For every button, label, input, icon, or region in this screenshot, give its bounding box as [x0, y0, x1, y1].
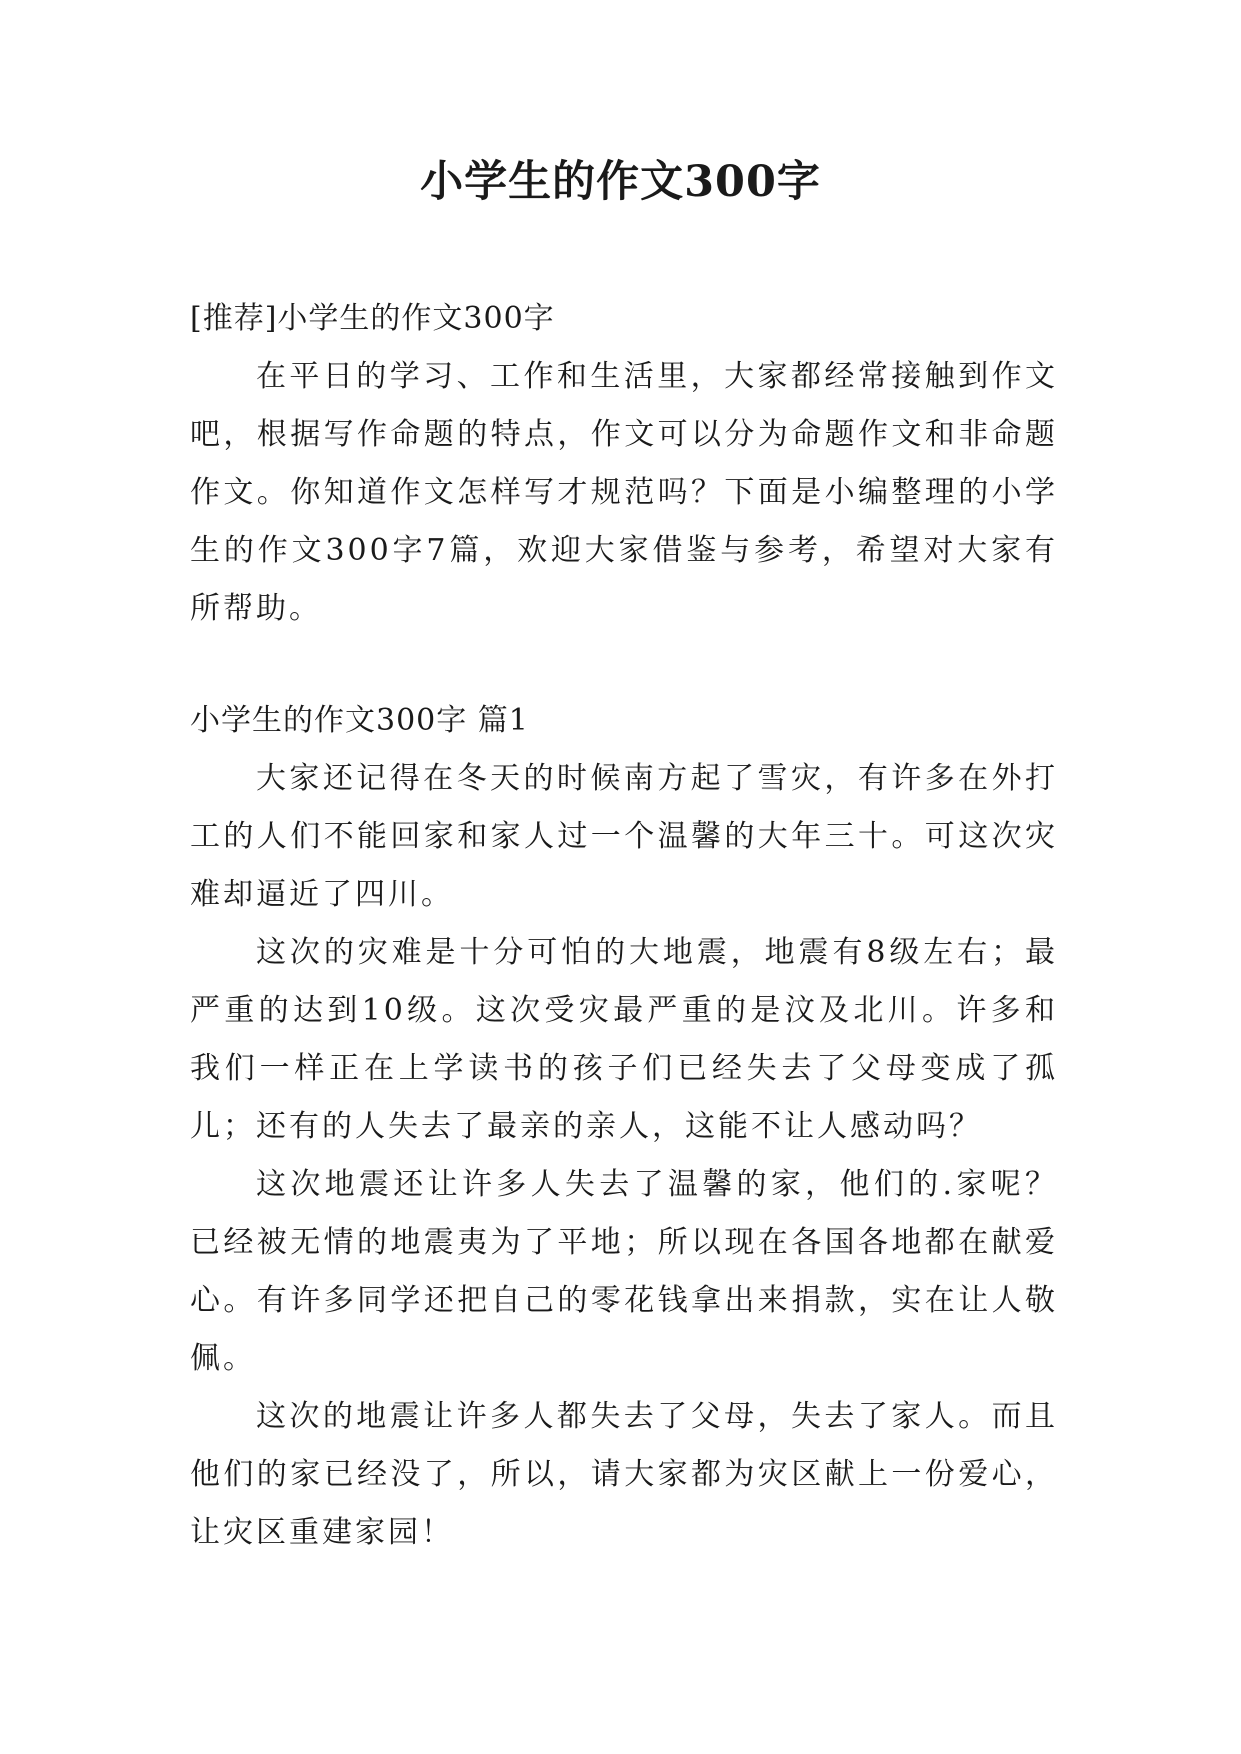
- body-paragraph: 这次地震还让许多人失去了温馨的家，他们的.家呢？已经被无情的地震夷为了平地；所以现在各国各地都在献爱心。有许多同学还把自己的零花钱拿出来捐款，实在让人敬佩。: [190, 1167, 1058, 1376]
- intro-paragraph: 在平日的学习、工作和生活里，大家都经常接触到作文吧，根据写作命题的特点，作文可以分为命题作文和非命题作文。你知道作文怎样写才规范吗？下面是小编整理的小学生的作文300字7篇，欢迎大家借鉴与参考，希望对大家有所帮助。: [190, 359, 1058, 626]
- body-paragraph: 这次的地震让许多人都失去了父母，失去了家人。而且他们的家已经没了，所以，请大家都为灾区献上一份爱心，让灾区重建家园！: [190, 1399, 1058, 1550]
- document-subtitle: [推荐]小学生的作文300字: [190, 301, 555, 336]
- document-body: [190, 290, 1058, 1562]
- body-paragraph: 大家还记得在冬天的时候南方起了雪灾，有许多在外打工的人们不能回家和家人过一个温馨的大年三十。可这次灾难却逼近了四川。: [190, 761, 1058, 912]
- document-title: 小学生的作文300字: [420, 157, 821, 207]
- body-paragraph: 这次的灾难是十分可怕的大地震，地震有8级左右；最严重的达到10级。这次受灾最严重的是汶及北川。许多和我们一样正在上学读书的孩子们已经失去了父母变成了孤儿；还有的人失去了最亲的亲人，这能不让人感动吗？: [190, 935, 1058, 1144]
- section-heading: 小学生的作文300字 篇1: [190, 703, 529, 738]
